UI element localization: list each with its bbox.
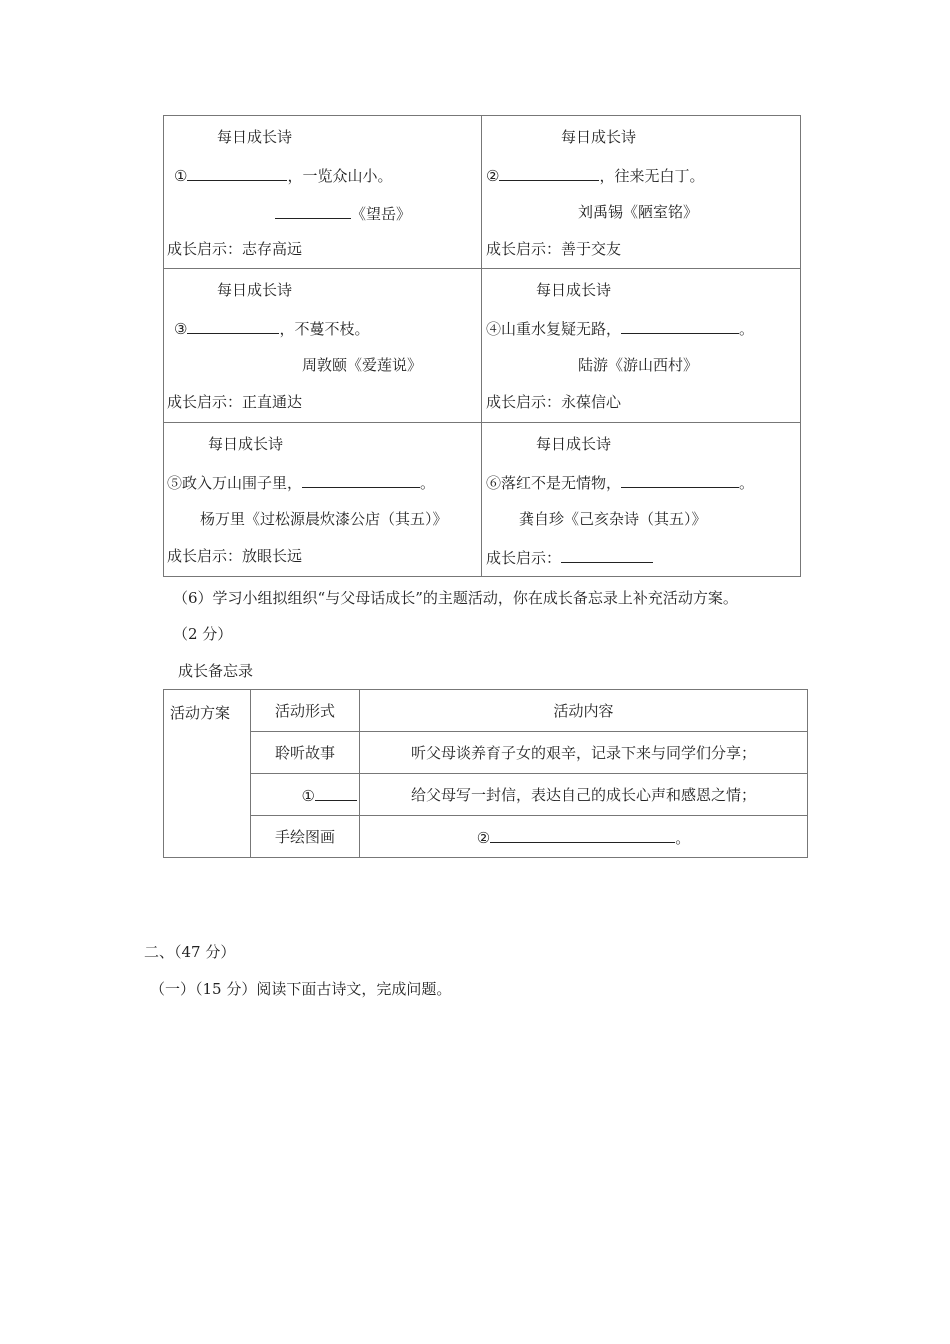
poem-card-4 xyxy=(482,269,800,422)
verse-source: 陆游《游山西村》 xyxy=(578,356,699,375)
question-6-text: （6）学习小组拟组织“与父母话成长”的主题活动，你在成长备忘录上补充活动方案。 xyxy=(173,589,738,607)
poem-card-5 xyxy=(164,423,482,576)
verse-line: ④山重水复疑无路， 。 xyxy=(486,317,754,339)
verse-source: 《望岳》 xyxy=(275,202,411,224)
card-title: 每日成长诗 xyxy=(217,128,293,146)
activity-form: 聆听故事 xyxy=(251,732,360,774)
table-row xyxy=(164,816,808,858)
verse-line: ② ，往来无白丁。 xyxy=(486,164,704,186)
verse-source: 周敦颐《爱莲说》 xyxy=(302,356,423,375)
row-header-cell: 活动方案 xyxy=(164,690,251,858)
fill-blank[interactable] xyxy=(187,317,279,334)
table-row xyxy=(164,732,808,774)
verse-line: ⑥落红不是无情物， 。 xyxy=(486,471,754,493)
fill-blank[interactable] xyxy=(187,164,287,181)
section-2-subheading: （一）（15 分）阅读下面古诗文，完成问题。 xyxy=(150,980,452,998)
poem-card-6 xyxy=(482,423,800,576)
fill-blank[interactable] xyxy=(621,317,739,334)
verse-source: 龚自珍《己亥杂诗（其五）》 xyxy=(519,509,707,528)
fill-blank[interactable] xyxy=(621,471,739,488)
verse-line: ⑤政入万山围子里， 。 xyxy=(167,471,435,493)
verse-source: 刘禹锡《陋室铭》 xyxy=(578,203,699,221)
poem-card-1 xyxy=(164,116,482,269)
column-header-form: 活动形式 xyxy=(251,690,360,732)
fill-blank[interactable] xyxy=(275,202,351,219)
growth-insight: 成长启示：善于交友 xyxy=(486,240,622,258)
activity-form: ① xyxy=(251,774,360,816)
verse-source: 杨万里《过松源晨炊漆公店（其五）》 xyxy=(200,509,448,528)
memo-title: 成长备忘录 xyxy=(178,662,254,680)
activity-content: 给父母写一封信，表达自己的成长心声和感恩之情； xyxy=(360,774,808,816)
poem-card-grid xyxy=(163,115,801,577)
card-title: 每日成长诗 xyxy=(208,434,284,453)
fill-blank[interactable] xyxy=(561,546,653,563)
verse-line: ① ，一览众山小。 xyxy=(174,164,392,186)
card-title: 每日成长诗 xyxy=(217,281,293,300)
fill-blank[interactable] xyxy=(315,784,357,801)
growth-insight: 成长启示：正直通达 xyxy=(167,393,303,412)
column-header-content: 活动内容 xyxy=(360,690,808,732)
fill-blank[interactable] xyxy=(490,826,675,843)
fill-blank[interactable] xyxy=(302,471,420,488)
growth-insight: 成长启示：放眼长远 xyxy=(167,546,303,565)
card-title: 每日成长诗 xyxy=(561,128,637,146)
question-6-score: （2 分） xyxy=(173,625,233,643)
growth-insight: 成长启示：志存高远 xyxy=(167,240,303,258)
growth-insight: 成长启示：永葆信心 xyxy=(486,393,622,412)
poem-card-2 xyxy=(482,116,800,269)
section-2-heading: 二、（47 分） xyxy=(144,943,236,961)
activity-form: 手绘图画 xyxy=(251,816,360,858)
poem-card-3 xyxy=(164,269,482,422)
card-title: 每日成长诗 xyxy=(536,281,612,300)
activity-content: 听父母谈养育子女的艰辛，记录下来与同学们分享； xyxy=(360,732,808,774)
activity-content: ② 。 xyxy=(360,816,808,858)
fill-blank[interactable] xyxy=(499,164,599,181)
growth-insight: 成长启示： xyxy=(486,546,653,568)
table-row xyxy=(164,690,808,732)
verse-line: ③ ，不蔓不枝。 xyxy=(174,317,369,339)
growth-memo-table xyxy=(163,689,808,858)
table-row xyxy=(164,774,808,816)
card-title: 每日成长诗 xyxy=(536,434,612,453)
